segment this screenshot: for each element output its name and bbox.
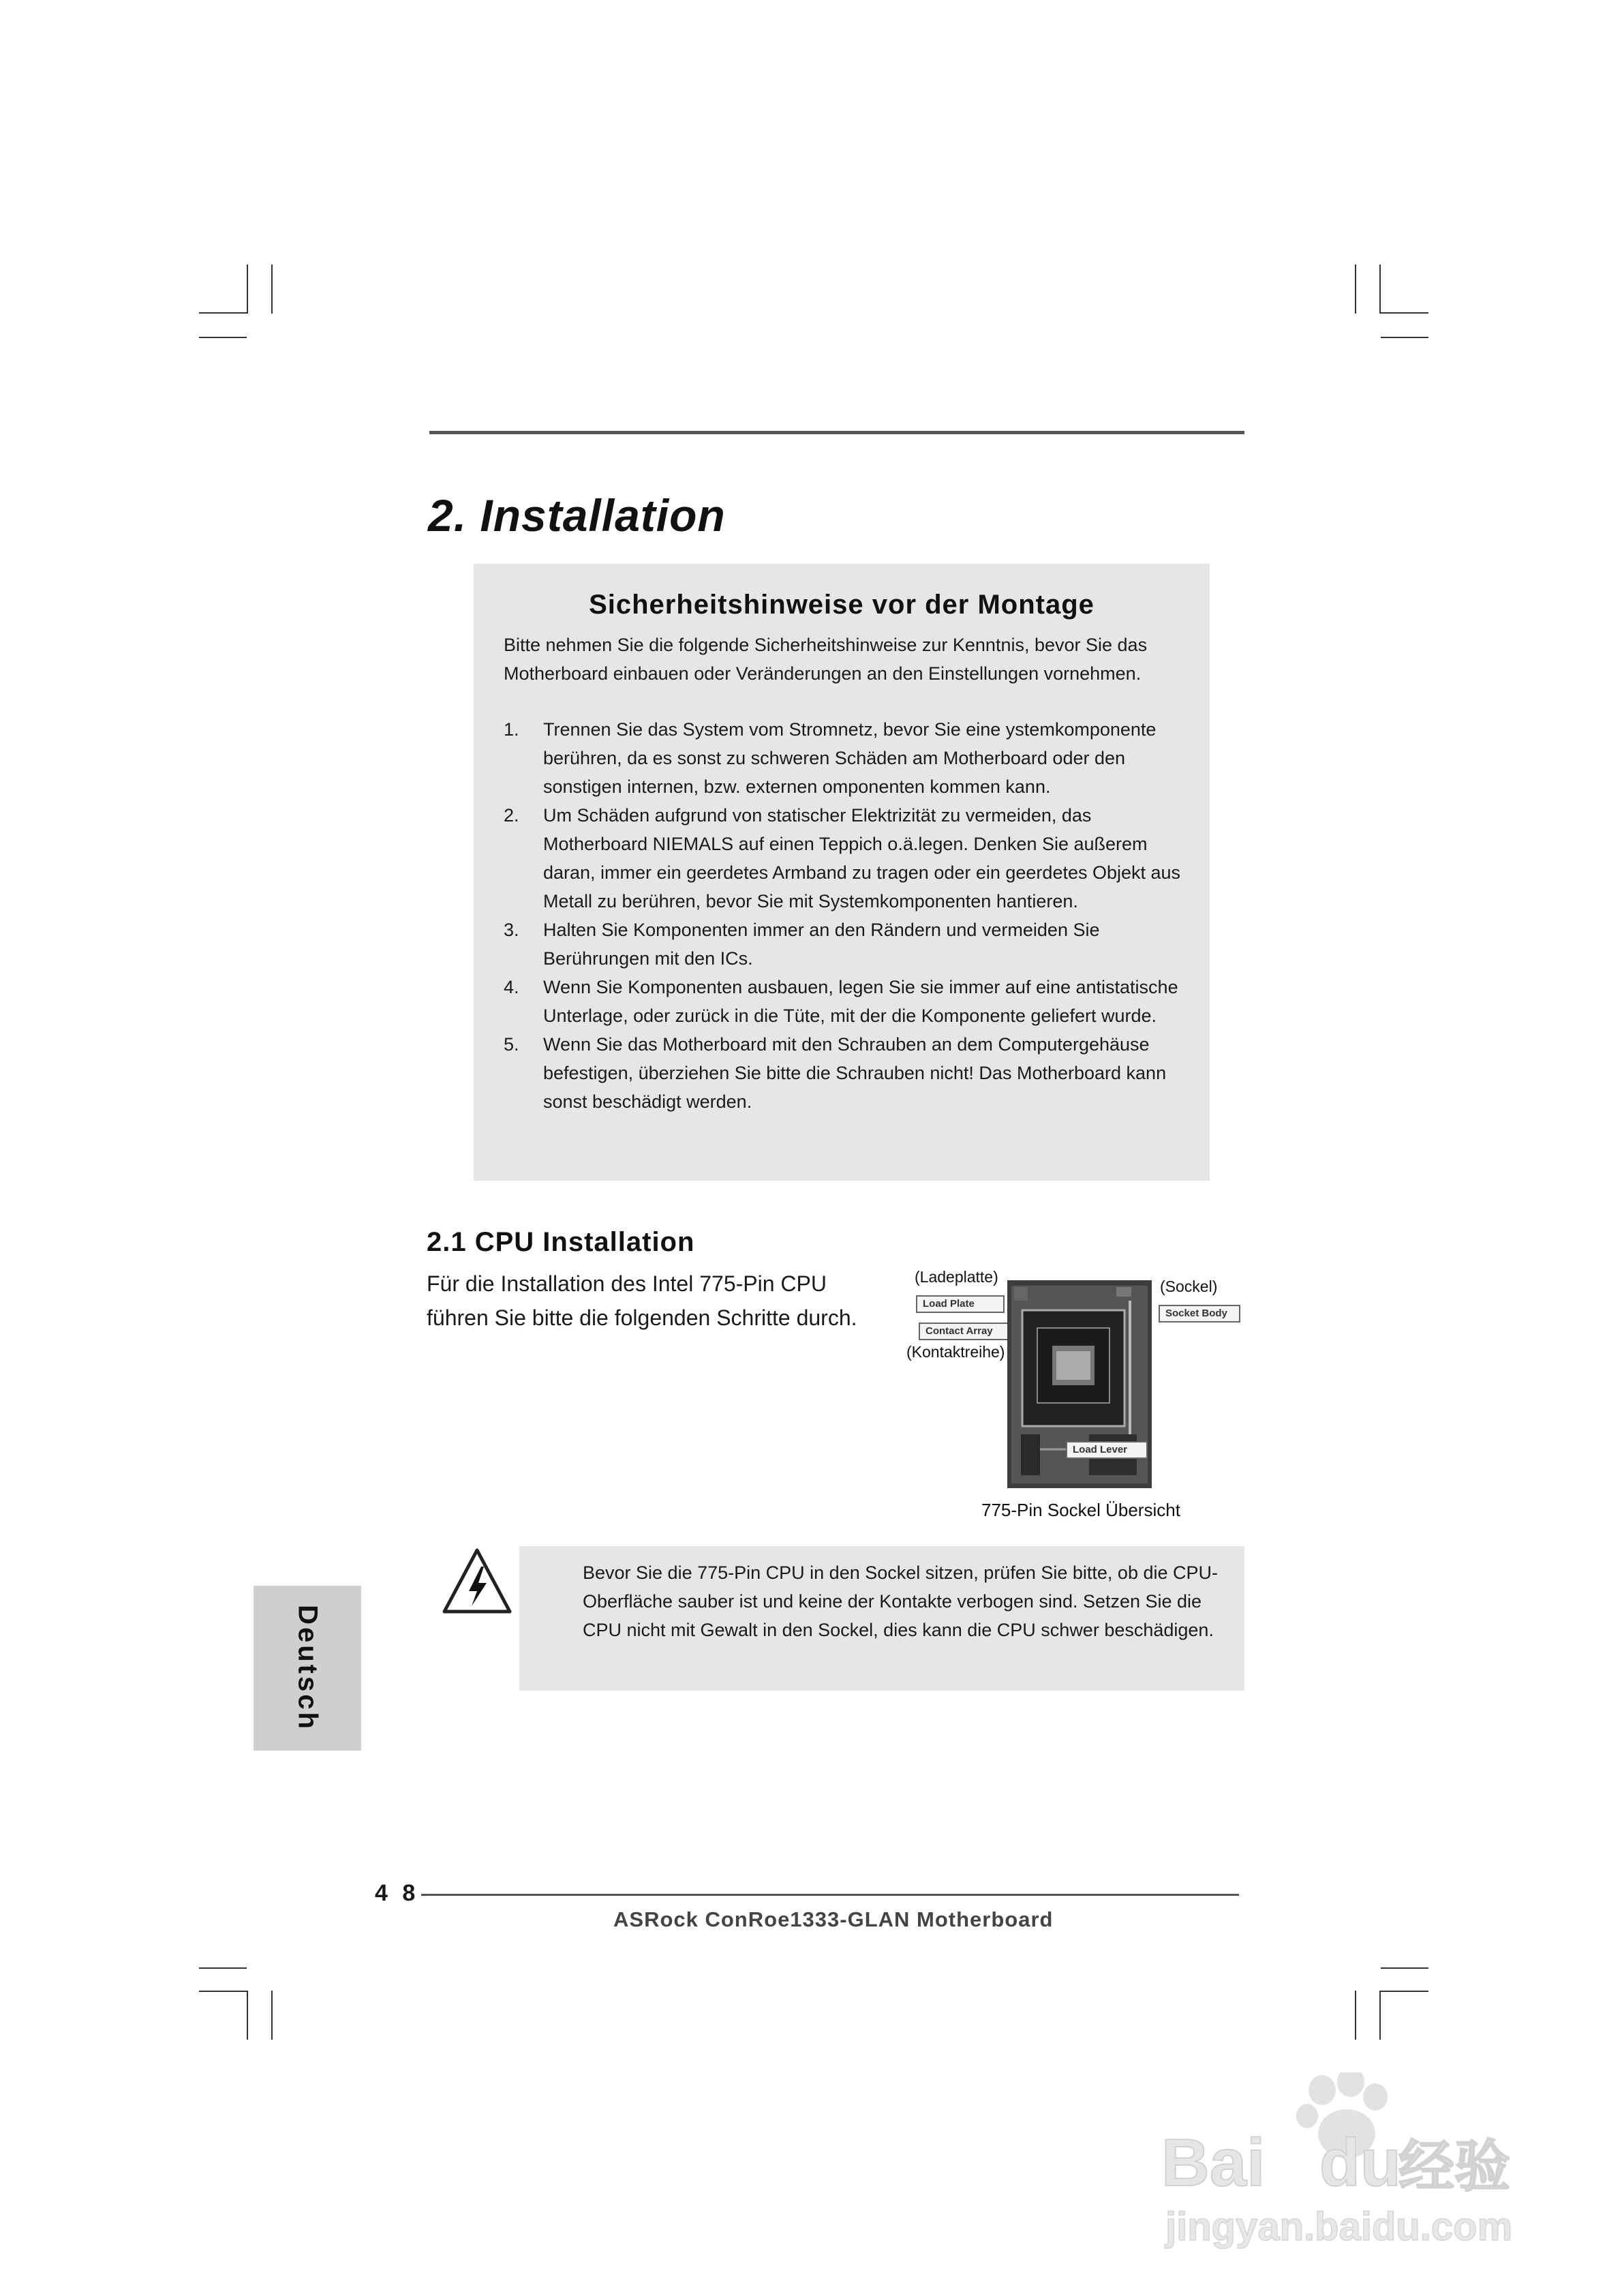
list-item: 3. Halten Sie Komponenten immer an den Rändern und vermeiden Sie Berührungen mit den ICs. xyxy=(504,920,1100,969)
footer-text: ASRock ConRoe1333-GLAN Motherboard xyxy=(613,1907,1054,1931)
list-item: 2. Um Schäden aufgrund von statischer Elektrizität zu vermeiden, das Motherboard NIEMALS auf einen Teppich o.ä.legen. Denken Sie außerem daran, immer ein geerdetes Armband zu tragen oder ein geerdetes Objekt aus Metall zu berühren, bevor Sie mit Systemkomponenten hantieren. xyxy=(504,805,1181,911)
crop-mark xyxy=(1381,337,1428,338)
svg-text:Bai: Bai xyxy=(1161,2125,1266,2200)
safety-heading: Sicherheitshinweise vor der Montage xyxy=(589,590,1095,620)
safety-list xyxy=(504,715,1192,1116)
crop-mark xyxy=(1379,1991,1381,2040)
crop-mark xyxy=(271,1991,273,2040)
kontaktreihe-label: (Kontaktreihe) xyxy=(906,1343,1005,1361)
warning-text: Bevor Sie die 775-Pin CPU in den Sockel sitzen, prüfen Sie bitte, ob die CPU-Oberfläche sauber ist und keine der Kontakte verbogen sind. Setzen Sie die CPU nicht mit Gewalt in den Sockel, dies kann die CPU schwer beschädigen. xyxy=(583,1562,1218,1640)
safety-intro: Bitte nehmen Sie die folgende Sicherheitshinweise zur Kenntnis, bevor Sie das Motherboard einbauen oder Veränderungen an den Einstellungen vornehmen. xyxy=(504,635,1148,684)
header-rule xyxy=(429,431,1244,434)
watermark-logo xyxy=(1159,2072,1540,2250)
crop-mark xyxy=(199,337,247,338)
crop-mark xyxy=(1355,1991,1356,2040)
crop-mark xyxy=(247,265,248,314)
footer-rule xyxy=(421,1894,1239,1896)
svg-text:经验: 经验 xyxy=(1398,2134,1511,2199)
contact-array-tag: Contact Array xyxy=(919,1323,1009,1340)
socket-body-tag: Socket Body xyxy=(1159,1305,1240,1323)
list-item: 5. Wenn Sie das Motherboard mit den Schrauben an dem Computergehäuse befestigen, überziehen Sie bitte die Schrauben nicht! Das Motherboard kann sonst beschädigt werden. xyxy=(504,1034,1167,1112)
crop-mark xyxy=(1381,1967,1428,1969)
figure-caption: 775-Pin Sockel Übersicht xyxy=(981,1500,1180,1520)
language-label: Deutsch xyxy=(292,1605,323,1732)
svg-text:du: du xyxy=(1319,2125,1401,2200)
ladeplatte-label: (Ladeplatte) xyxy=(915,1268,998,1286)
crop-mark xyxy=(247,1991,248,2040)
crop-mark xyxy=(271,265,273,314)
load-plate-tag: Load Plate xyxy=(916,1295,1005,1313)
crop-mark xyxy=(199,1967,247,1969)
section-heading: 2.1 CPU Installation xyxy=(427,1227,695,1257)
cpu-intro: Für die Installation des Intel 775-Pin CPU führen Sie bitte die folgenden Schritte durch. xyxy=(427,1271,857,1330)
page-number: 4 8 xyxy=(375,1880,420,1906)
baidu-watermark xyxy=(1159,2072,1540,2250)
crop-mark xyxy=(199,1991,247,1992)
safety-box xyxy=(474,564,1210,1181)
sockel-label: (Sockel) xyxy=(1160,1278,1218,1295)
list-item: 4. Wenn Sie Komponenten ausbauen, legen Sie sie immer auf eine antistatische Unterlage, oder zurück in die Tüte, mit der die Komponente geliefert wurde. xyxy=(504,977,1178,1026)
list-item: 1. Trennen Sie das System vom Stromnetz, bevor Sie eine ystemkomponente berühren, da es sonst zu schweren Schäden am Motherboard oder den sonstigen internen, bzw. externen omponenten kommen kann. xyxy=(504,719,1157,797)
crop-mark xyxy=(1381,312,1428,314)
chapter-title: 2. Installation xyxy=(428,490,726,541)
warning-box xyxy=(519,1546,1244,1691)
crop-mark xyxy=(1355,265,1356,314)
warning-icon xyxy=(442,1546,513,1618)
crop-mark xyxy=(199,312,247,314)
crop-mark xyxy=(1379,265,1381,314)
svg-text:jingyan.baidu.com: jingyan.baidu.com xyxy=(1165,2205,1513,2249)
language-tab xyxy=(254,1586,361,1751)
load-lever-tag: Load Lever xyxy=(1066,1441,1148,1459)
crop-mark xyxy=(1381,1991,1428,1992)
